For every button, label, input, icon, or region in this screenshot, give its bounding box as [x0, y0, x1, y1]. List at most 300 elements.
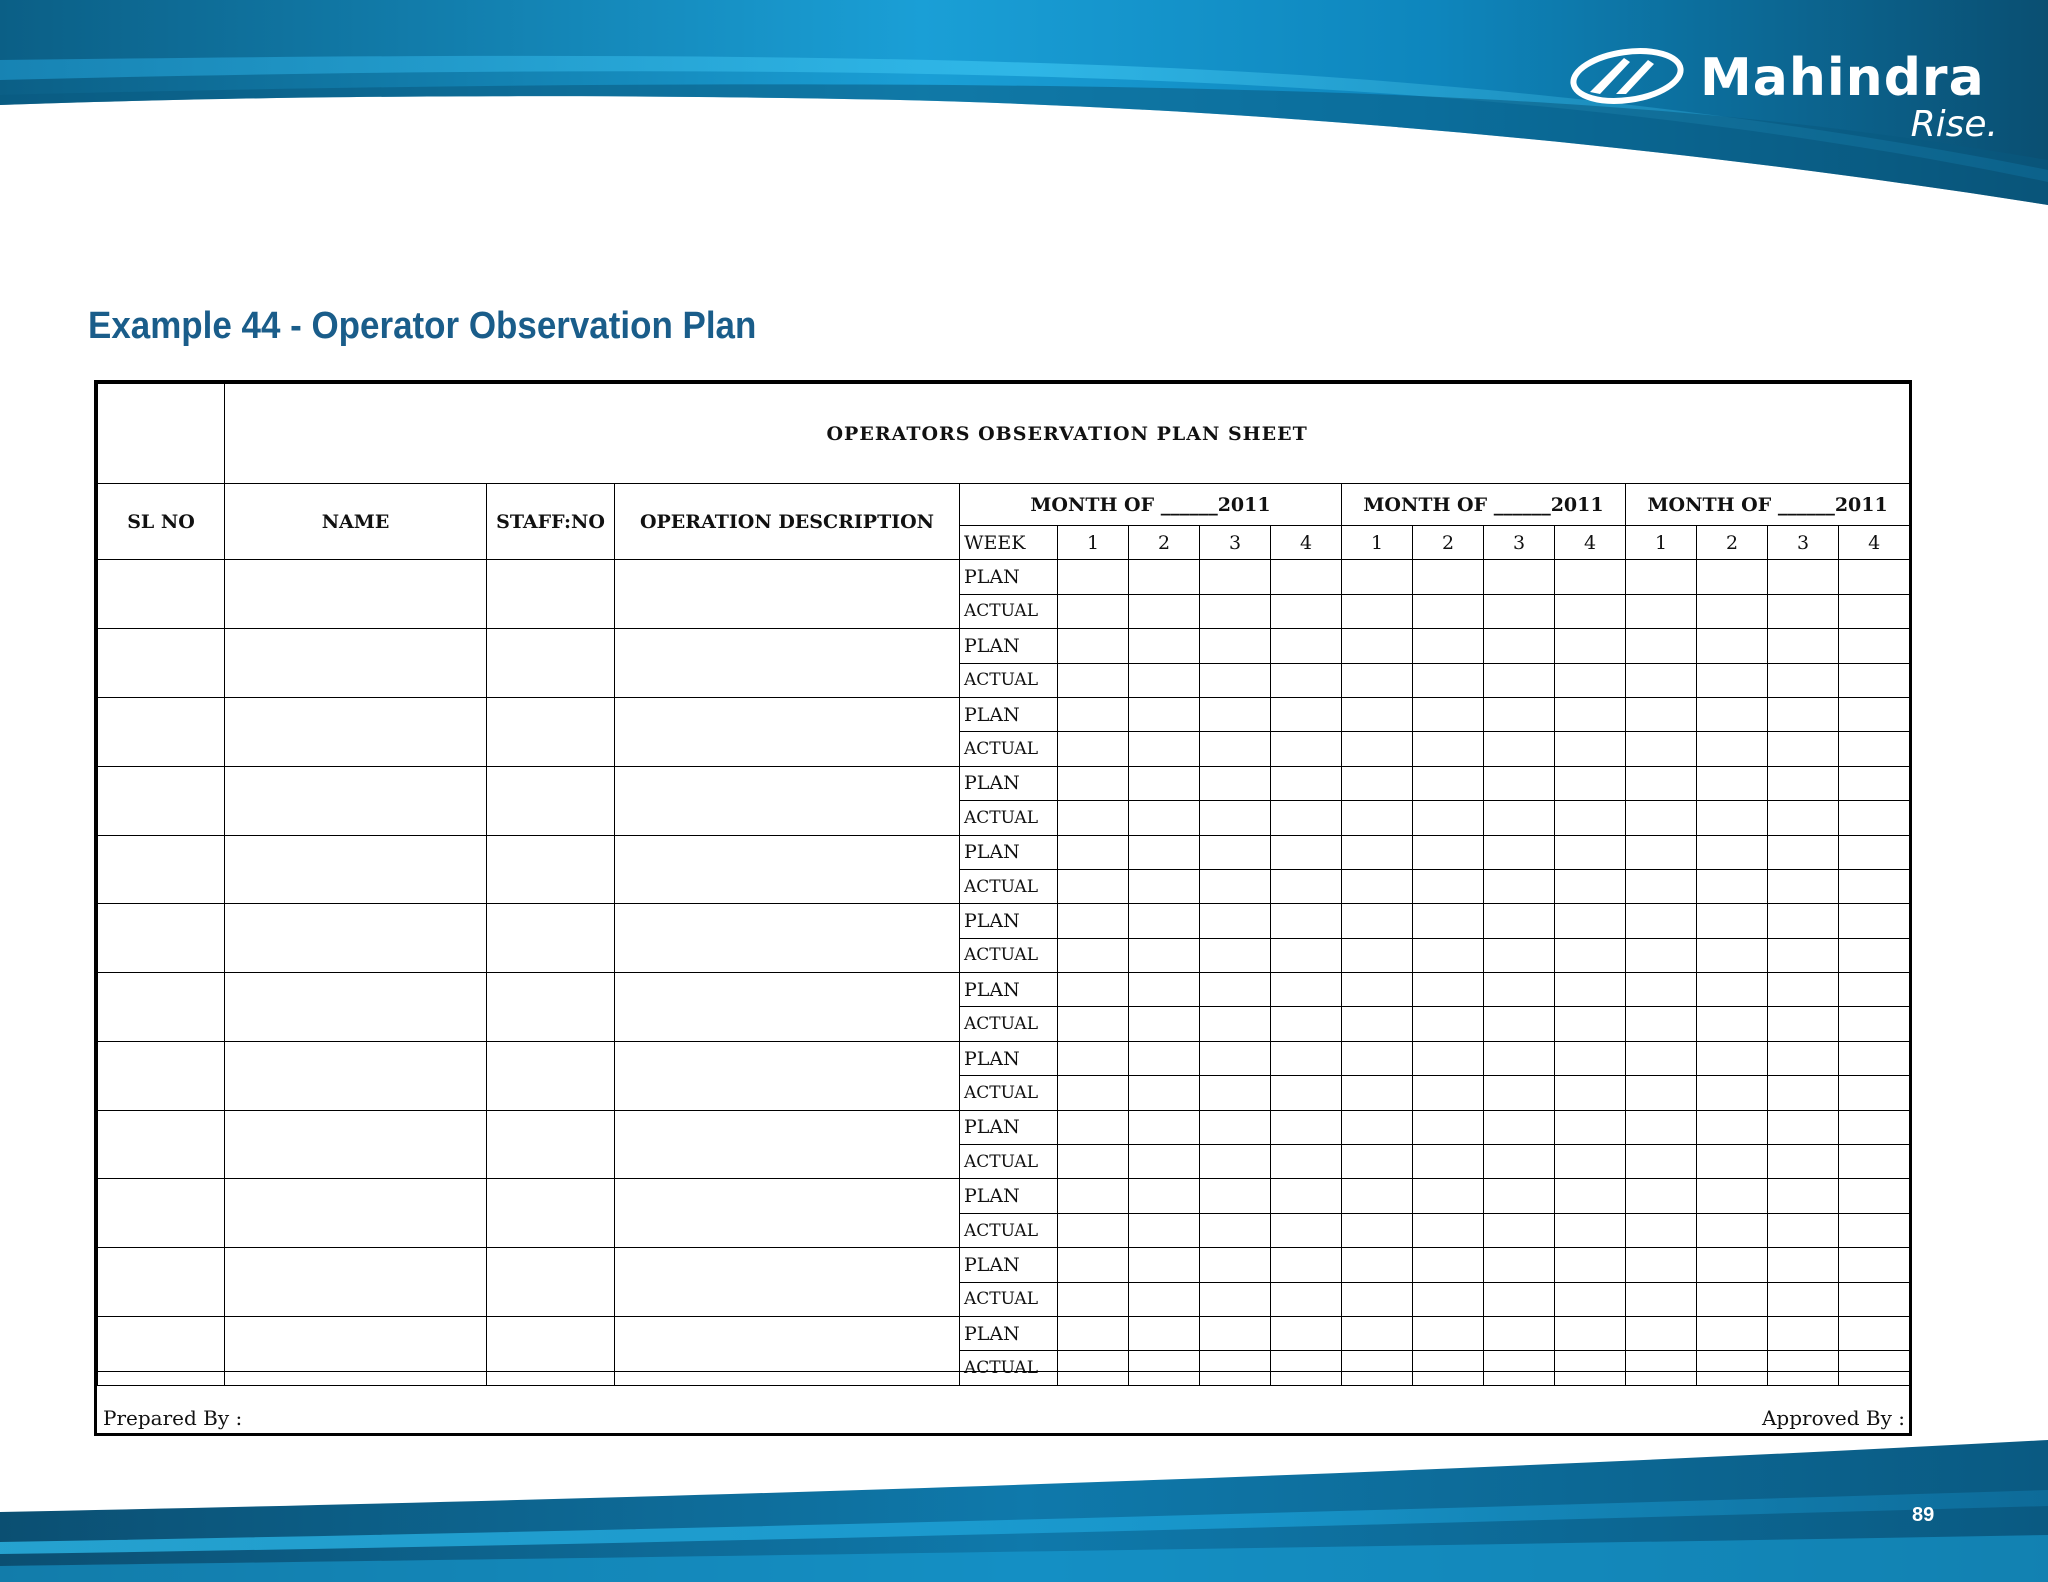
plan-week-cell[interactable] [1342, 1316, 1413, 1350]
plan-week-cell[interactable] [1697, 904, 1768, 938]
actual-week-cell[interactable] [1342, 663, 1413, 697]
actual-week-cell[interactable] [1555, 663, 1626, 697]
plan-week-cell[interactable] [1768, 560, 1839, 594]
operation-cell[interactable] [615, 1179, 960, 1248]
sl-no-cell[interactable] [98, 697, 225, 766]
plan-week-cell[interactable] [1839, 1248, 1910, 1282]
sl-no-cell[interactable] [98, 1041, 225, 1110]
actual-week-cell[interactable] [1271, 663, 1342, 697]
actual-week-cell[interactable] [1129, 1145, 1200, 1179]
actual-week-cell[interactable] [1697, 938, 1768, 972]
actual-week-cell[interactable] [1839, 1076, 1910, 1110]
plan-week-cell[interactable] [1342, 697, 1413, 731]
plan-week-cell[interactable] [1626, 1110, 1697, 1144]
plan-week-cell[interactable] [1342, 560, 1413, 594]
actual-week-cell[interactable] [1342, 732, 1413, 766]
actual-week-cell[interactable] [1839, 594, 1910, 628]
plan-week-cell[interactable] [1697, 1110, 1768, 1144]
plan-week-cell[interactable] [1200, 973, 1271, 1007]
plan-week-cell[interactable] [1129, 1248, 1200, 1282]
plan-week-cell[interactable] [1129, 973, 1200, 1007]
staff-no-cell[interactable] [487, 904, 615, 973]
plan-week-cell[interactable] [1626, 1316, 1697, 1350]
actual-week-cell[interactable] [1413, 938, 1484, 972]
sl-no-cell[interactable] [98, 560, 225, 629]
actual-week-cell[interactable] [1129, 869, 1200, 903]
actual-week-cell[interactable] [1697, 1007, 1768, 1041]
staff-no-cell[interactable] [487, 1179, 615, 1248]
actual-week-cell[interactable] [1555, 1076, 1626, 1110]
plan-week-cell[interactable] [1768, 1316, 1839, 1350]
actual-week-cell[interactable] [1271, 1007, 1342, 1041]
plan-week-cell[interactable] [1413, 1110, 1484, 1144]
actual-week-cell[interactable] [1484, 732, 1555, 766]
actual-week-cell[interactable] [1697, 1076, 1768, 1110]
plan-week-cell[interactable] [1129, 629, 1200, 663]
actual-week-cell[interactable] [1626, 594, 1697, 628]
actual-week-cell[interactable] [1626, 1282, 1697, 1316]
actual-week-cell[interactable] [1271, 594, 1342, 628]
actual-week-cell[interactable] [1839, 1213, 1910, 1247]
actual-week-cell[interactable] [1839, 869, 1910, 903]
plan-week-cell[interactable] [1626, 1179, 1697, 1213]
actual-week-cell[interactable] [1058, 938, 1129, 972]
actual-week-cell[interactable] [1058, 663, 1129, 697]
plan-week-cell[interactable] [1555, 904, 1626, 938]
plan-week-cell[interactable] [1058, 766, 1129, 800]
actual-week-cell[interactable] [1697, 732, 1768, 766]
actual-week-cell[interactable] [1839, 938, 1910, 972]
plan-week-cell[interactable] [1768, 766, 1839, 800]
actual-week-cell[interactable] [1058, 869, 1129, 903]
actual-week-cell[interactable] [1768, 869, 1839, 903]
actual-week-cell[interactable] [1697, 1145, 1768, 1179]
actual-week-cell[interactable] [1484, 801, 1555, 835]
plan-week-cell[interactable] [1413, 1248, 1484, 1282]
actual-week-cell[interactable] [1839, 801, 1910, 835]
plan-week-cell[interactable] [1413, 1041, 1484, 1075]
actual-week-cell[interactable] [1413, 594, 1484, 628]
actual-week-cell[interactable] [1129, 732, 1200, 766]
actual-week-cell[interactable] [1555, 732, 1626, 766]
actual-week-cell[interactable] [1058, 1007, 1129, 1041]
name-cell[interactable] [225, 766, 487, 835]
plan-week-cell[interactable] [1768, 1110, 1839, 1144]
actual-week-cell[interactable] [1200, 1076, 1271, 1110]
plan-week-cell[interactable] [1839, 766, 1910, 800]
actual-week-cell[interactable] [1626, 938, 1697, 972]
actual-week-cell[interactable] [1839, 1007, 1910, 1041]
operation-cell[interactable] [615, 835, 960, 904]
actual-week-cell[interactable] [1768, 732, 1839, 766]
plan-week-cell[interactable] [1697, 629, 1768, 663]
plan-week-cell[interactable] [1555, 1179, 1626, 1213]
plan-week-cell[interactable] [1697, 560, 1768, 594]
actual-week-cell[interactable] [1484, 1282, 1555, 1316]
actual-week-cell[interactable] [1342, 801, 1413, 835]
staff-no-cell[interactable] [487, 1110, 615, 1179]
actual-week-cell[interactable] [1058, 1076, 1129, 1110]
actual-week-cell[interactable] [1129, 1007, 1200, 1041]
actual-week-cell[interactable] [1200, 801, 1271, 835]
plan-week-cell[interactable] [1768, 1179, 1839, 1213]
plan-week-cell[interactable] [1413, 973, 1484, 1007]
actual-week-cell[interactable] [1271, 1145, 1342, 1179]
actual-week-cell[interactable] [1555, 1145, 1626, 1179]
plan-week-cell[interactable] [1484, 835, 1555, 869]
plan-week-cell[interactable] [1626, 835, 1697, 869]
plan-week-cell[interactable] [1413, 904, 1484, 938]
actual-week-cell[interactable] [1697, 801, 1768, 835]
actual-week-cell[interactable] [1768, 1076, 1839, 1110]
actual-week-cell[interactable] [1768, 938, 1839, 972]
plan-week-cell[interactable] [1768, 629, 1839, 663]
plan-week-cell[interactable] [1626, 1041, 1697, 1075]
plan-week-cell[interactable] [1626, 1248, 1697, 1282]
operation-cell[interactable] [615, 629, 960, 698]
plan-week-cell[interactable] [1484, 973, 1555, 1007]
plan-week-cell[interactable] [1200, 629, 1271, 663]
actual-week-cell[interactable] [1413, 1007, 1484, 1041]
actual-week-cell[interactable] [1555, 1282, 1626, 1316]
plan-week-cell[interactable] [1271, 1316, 1342, 1350]
actual-week-cell[interactable] [1200, 594, 1271, 628]
plan-week-cell[interactable] [1129, 904, 1200, 938]
plan-week-cell[interactable] [1768, 835, 1839, 869]
plan-week-cell[interactable] [1129, 1316, 1200, 1350]
name-cell[interactable] [225, 1179, 487, 1248]
actual-week-cell[interactable] [1555, 594, 1626, 628]
actual-week-cell[interactable] [1200, 1213, 1271, 1247]
sl-no-cell[interactable] [98, 1248, 225, 1317]
operation-cell[interactable] [615, 766, 960, 835]
plan-week-cell[interactable] [1697, 1179, 1768, 1213]
actual-week-cell[interactable] [1413, 1145, 1484, 1179]
staff-no-cell[interactable] [487, 766, 615, 835]
actual-week-cell[interactable] [1768, 663, 1839, 697]
name-cell[interactable] [225, 835, 487, 904]
plan-week-cell[interactable] [1342, 1179, 1413, 1213]
plan-week-cell[interactable] [1697, 1041, 1768, 1075]
operation-cell[interactable] [615, 1041, 960, 1110]
actual-week-cell[interactable] [1484, 1213, 1555, 1247]
plan-week-cell[interactable] [1697, 835, 1768, 869]
actual-week-cell[interactable] [1413, 869, 1484, 903]
actual-week-cell[interactable] [1271, 801, 1342, 835]
actual-week-cell[interactable] [1839, 1282, 1910, 1316]
actual-week-cell[interactable] [1413, 732, 1484, 766]
actual-week-cell[interactable] [1697, 663, 1768, 697]
name-cell[interactable] [225, 1110, 487, 1179]
actual-week-cell[interactable] [1129, 801, 1200, 835]
actual-week-cell[interactable] [1626, 869, 1697, 903]
actual-week-cell[interactable] [1413, 1282, 1484, 1316]
plan-week-cell[interactable] [1697, 1248, 1768, 1282]
sl-no-cell[interactable] [98, 904, 225, 973]
actual-week-cell[interactable] [1768, 1282, 1839, 1316]
actual-week-cell[interactable] [1271, 1076, 1342, 1110]
operation-cell[interactable] [615, 697, 960, 766]
plan-week-cell[interactable] [1484, 904, 1555, 938]
plan-week-cell[interactable] [1413, 629, 1484, 663]
plan-week-cell[interactable] [1271, 1248, 1342, 1282]
plan-week-cell[interactable] [1413, 1316, 1484, 1350]
name-cell[interactable] [225, 973, 487, 1042]
actual-week-cell[interactable] [1058, 801, 1129, 835]
plan-week-cell[interactable] [1342, 1110, 1413, 1144]
plan-week-cell[interactable] [1200, 1110, 1271, 1144]
actual-week-cell[interactable] [1555, 938, 1626, 972]
plan-week-cell[interactable] [1484, 1179, 1555, 1213]
actual-week-cell[interactable] [1271, 1213, 1342, 1247]
actual-week-cell[interactable] [1697, 1213, 1768, 1247]
actual-week-cell[interactable] [1484, 1145, 1555, 1179]
plan-week-cell[interactable] [1058, 629, 1129, 663]
actual-week-cell[interactable] [1271, 938, 1342, 972]
plan-week-cell[interactable] [1626, 766, 1697, 800]
plan-week-cell[interactable] [1200, 697, 1271, 731]
staff-no-cell[interactable] [487, 973, 615, 1042]
actual-week-cell[interactable] [1129, 663, 1200, 697]
plan-week-cell[interactable] [1342, 973, 1413, 1007]
actual-week-cell[interactable] [1626, 1145, 1697, 1179]
plan-week-cell[interactable] [1200, 560, 1271, 594]
plan-week-cell[interactable] [1271, 766, 1342, 800]
plan-week-cell[interactable] [1271, 835, 1342, 869]
plan-week-cell[interactable] [1839, 1179, 1910, 1213]
plan-week-cell[interactable] [1839, 560, 1910, 594]
plan-week-cell[interactable] [1484, 1316, 1555, 1350]
actual-week-cell[interactable] [1413, 1213, 1484, 1247]
plan-week-cell[interactable] [1484, 1041, 1555, 1075]
plan-week-cell[interactable] [1768, 1248, 1839, 1282]
plan-week-cell[interactable] [1626, 904, 1697, 938]
plan-week-cell[interactable] [1058, 697, 1129, 731]
actual-week-cell[interactable] [1697, 869, 1768, 903]
plan-week-cell[interactable] [1200, 835, 1271, 869]
name-cell[interactable] [225, 904, 487, 973]
plan-week-cell[interactable] [1058, 1179, 1129, 1213]
plan-week-cell[interactable] [1058, 1316, 1129, 1350]
operation-cell[interactable] [615, 560, 960, 629]
plan-week-cell[interactable] [1484, 629, 1555, 663]
plan-week-cell[interactable] [1768, 973, 1839, 1007]
plan-week-cell[interactable] [1555, 1316, 1626, 1350]
actual-week-cell[interactable] [1768, 801, 1839, 835]
staff-no-cell[interactable] [487, 1248, 615, 1317]
plan-week-cell[interactable] [1697, 1316, 1768, 1350]
plan-week-cell[interactable] [1271, 1110, 1342, 1144]
plan-week-cell[interactable] [1697, 697, 1768, 731]
name-cell[interactable] [225, 629, 487, 698]
plan-week-cell[interactable] [1200, 766, 1271, 800]
actual-week-cell[interactable] [1058, 1213, 1129, 1247]
actual-week-cell[interactable] [1626, 801, 1697, 835]
actual-week-cell[interactable] [1058, 1282, 1129, 1316]
actual-week-cell[interactable] [1058, 732, 1129, 766]
plan-week-cell[interactable] [1342, 629, 1413, 663]
plan-week-cell[interactable] [1271, 1041, 1342, 1075]
actual-week-cell[interactable] [1342, 1145, 1413, 1179]
plan-week-cell[interactable] [1484, 697, 1555, 731]
name-cell[interactable] [225, 697, 487, 766]
plan-week-cell[interactable] [1129, 1110, 1200, 1144]
plan-week-cell[interactable] [1058, 1041, 1129, 1075]
actual-week-cell[interactable] [1200, 732, 1271, 766]
sl-no-cell[interactable] [98, 629, 225, 698]
actual-week-cell[interactable] [1697, 1282, 1768, 1316]
plan-week-cell[interactable] [1839, 904, 1910, 938]
actual-week-cell[interactable] [1271, 869, 1342, 903]
name-cell[interactable] [225, 560, 487, 629]
plan-week-cell[interactable] [1271, 904, 1342, 938]
sl-no-cell[interactable] [98, 766, 225, 835]
plan-week-cell[interactable] [1697, 766, 1768, 800]
actual-week-cell[interactable] [1129, 594, 1200, 628]
plan-week-cell[interactable] [1626, 973, 1697, 1007]
plan-week-cell[interactable] [1839, 1041, 1910, 1075]
plan-week-cell[interactable] [1555, 1041, 1626, 1075]
plan-week-cell[interactable] [1839, 697, 1910, 731]
actual-week-cell[interactable] [1200, 663, 1271, 697]
plan-week-cell[interactable] [1342, 904, 1413, 938]
actual-week-cell[interactable] [1129, 1282, 1200, 1316]
plan-week-cell[interactable] [1626, 560, 1697, 594]
plan-week-cell[interactable] [1555, 973, 1626, 1007]
plan-week-cell[interactable] [1342, 766, 1413, 800]
plan-week-cell[interactable] [1413, 697, 1484, 731]
actual-week-cell[interactable] [1271, 732, 1342, 766]
actual-week-cell[interactable] [1626, 1007, 1697, 1041]
plan-week-cell[interactable] [1484, 1110, 1555, 1144]
actual-week-cell[interactable] [1484, 663, 1555, 697]
sl-no-cell[interactable] [98, 973, 225, 1042]
sl-no-cell[interactable] [98, 1179, 225, 1248]
actual-week-cell[interactable] [1200, 1145, 1271, 1179]
sl-no-cell[interactable] [98, 835, 225, 904]
actual-week-cell[interactable] [1768, 1213, 1839, 1247]
plan-week-cell[interactable] [1129, 835, 1200, 869]
plan-week-cell[interactable] [1555, 629, 1626, 663]
plan-week-cell[interactable] [1129, 560, 1200, 594]
staff-no-cell[interactable] [487, 835, 615, 904]
name-cell[interactable] [225, 1248, 487, 1317]
actual-week-cell[interactable] [1839, 732, 1910, 766]
actual-week-cell[interactable] [1058, 594, 1129, 628]
plan-week-cell[interactable] [1129, 697, 1200, 731]
plan-week-cell[interactable] [1342, 1041, 1413, 1075]
plan-week-cell[interactable] [1271, 973, 1342, 1007]
plan-week-cell[interactable] [1413, 560, 1484, 594]
plan-week-cell[interactable] [1484, 560, 1555, 594]
actual-week-cell[interactable] [1342, 594, 1413, 628]
actual-week-cell[interactable] [1626, 1076, 1697, 1110]
plan-week-cell[interactable] [1058, 904, 1129, 938]
actual-week-cell[interactable] [1484, 594, 1555, 628]
actual-week-cell[interactable] [1200, 869, 1271, 903]
actual-week-cell[interactable] [1342, 1007, 1413, 1041]
actual-week-cell[interactable] [1271, 1282, 1342, 1316]
actual-week-cell[interactable] [1200, 938, 1271, 972]
plan-week-cell[interactable] [1129, 1041, 1200, 1075]
plan-week-cell[interactable] [1768, 697, 1839, 731]
actual-week-cell[interactable] [1200, 1282, 1271, 1316]
operation-cell[interactable] [615, 1110, 960, 1179]
plan-week-cell[interactable] [1058, 1248, 1129, 1282]
plan-week-cell[interactable] [1413, 1179, 1484, 1213]
actual-week-cell[interactable] [1413, 801, 1484, 835]
operation-cell[interactable] [615, 1248, 960, 1317]
plan-week-cell[interactable] [1555, 1110, 1626, 1144]
actual-week-cell[interactable] [1058, 1145, 1129, 1179]
name-cell[interactable] [225, 1041, 487, 1110]
plan-week-cell[interactable] [1839, 629, 1910, 663]
staff-no-cell[interactable] [487, 629, 615, 698]
actual-week-cell[interactable] [1768, 1145, 1839, 1179]
plan-week-cell[interactable] [1839, 1110, 1910, 1144]
actual-week-cell[interactable] [1484, 1007, 1555, 1041]
actual-week-cell[interactable] [1626, 1213, 1697, 1247]
staff-no-cell[interactable] [487, 1041, 615, 1110]
plan-week-cell[interactable] [1058, 973, 1129, 1007]
actual-week-cell[interactable] [1555, 1213, 1626, 1247]
plan-week-cell[interactable] [1342, 1248, 1413, 1282]
plan-week-cell[interactable] [1413, 766, 1484, 800]
actual-week-cell[interactable] [1413, 663, 1484, 697]
plan-week-cell[interactable] [1271, 560, 1342, 594]
operation-cell[interactable] [615, 973, 960, 1042]
actual-week-cell[interactable] [1200, 1007, 1271, 1041]
plan-week-cell[interactable] [1768, 1041, 1839, 1075]
plan-week-cell[interactable] [1626, 629, 1697, 663]
actual-week-cell[interactable] [1129, 938, 1200, 972]
actual-week-cell[interactable] [1484, 938, 1555, 972]
plan-week-cell[interactable] [1342, 835, 1413, 869]
plan-week-cell[interactable] [1413, 835, 1484, 869]
plan-week-cell[interactable] [1484, 1248, 1555, 1282]
plan-week-cell[interactable] [1200, 904, 1271, 938]
plan-week-cell[interactable] [1555, 697, 1626, 731]
plan-week-cell[interactable] [1555, 835, 1626, 869]
plan-week-cell[interactable] [1271, 629, 1342, 663]
plan-week-cell[interactable] [1058, 835, 1129, 869]
actual-week-cell[interactable] [1768, 594, 1839, 628]
actual-week-cell[interactable] [1342, 1076, 1413, 1110]
actual-week-cell[interactable] [1555, 1007, 1626, 1041]
actual-week-cell[interactable] [1342, 1213, 1413, 1247]
actual-week-cell[interactable] [1129, 1213, 1200, 1247]
plan-week-cell[interactable] [1839, 973, 1910, 1007]
actual-week-cell[interactable] [1484, 1076, 1555, 1110]
plan-week-cell[interactable] [1271, 1179, 1342, 1213]
plan-week-cell[interactable] [1058, 1110, 1129, 1144]
actual-week-cell[interactable] [1555, 801, 1626, 835]
plan-week-cell[interactable] [1484, 766, 1555, 800]
actual-week-cell[interactable] [1626, 663, 1697, 697]
actual-week-cell[interactable] [1697, 594, 1768, 628]
actual-week-cell[interactable] [1768, 1007, 1839, 1041]
staff-no-cell[interactable] [487, 697, 615, 766]
plan-week-cell[interactable] [1200, 1248, 1271, 1282]
plan-week-cell[interactable] [1271, 697, 1342, 731]
plan-week-cell[interactable] [1555, 766, 1626, 800]
sl-no-cell[interactable] [98, 1110, 225, 1179]
actual-week-cell[interactable] [1626, 732, 1697, 766]
plan-week-cell[interactable] [1626, 697, 1697, 731]
actual-week-cell[interactable] [1484, 869, 1555, 903]
plan-week-cell[interactable] [1200, 1316, 1271, 1350]
plan-week-cell[interactable] [1839, 835, 1910, 869]
